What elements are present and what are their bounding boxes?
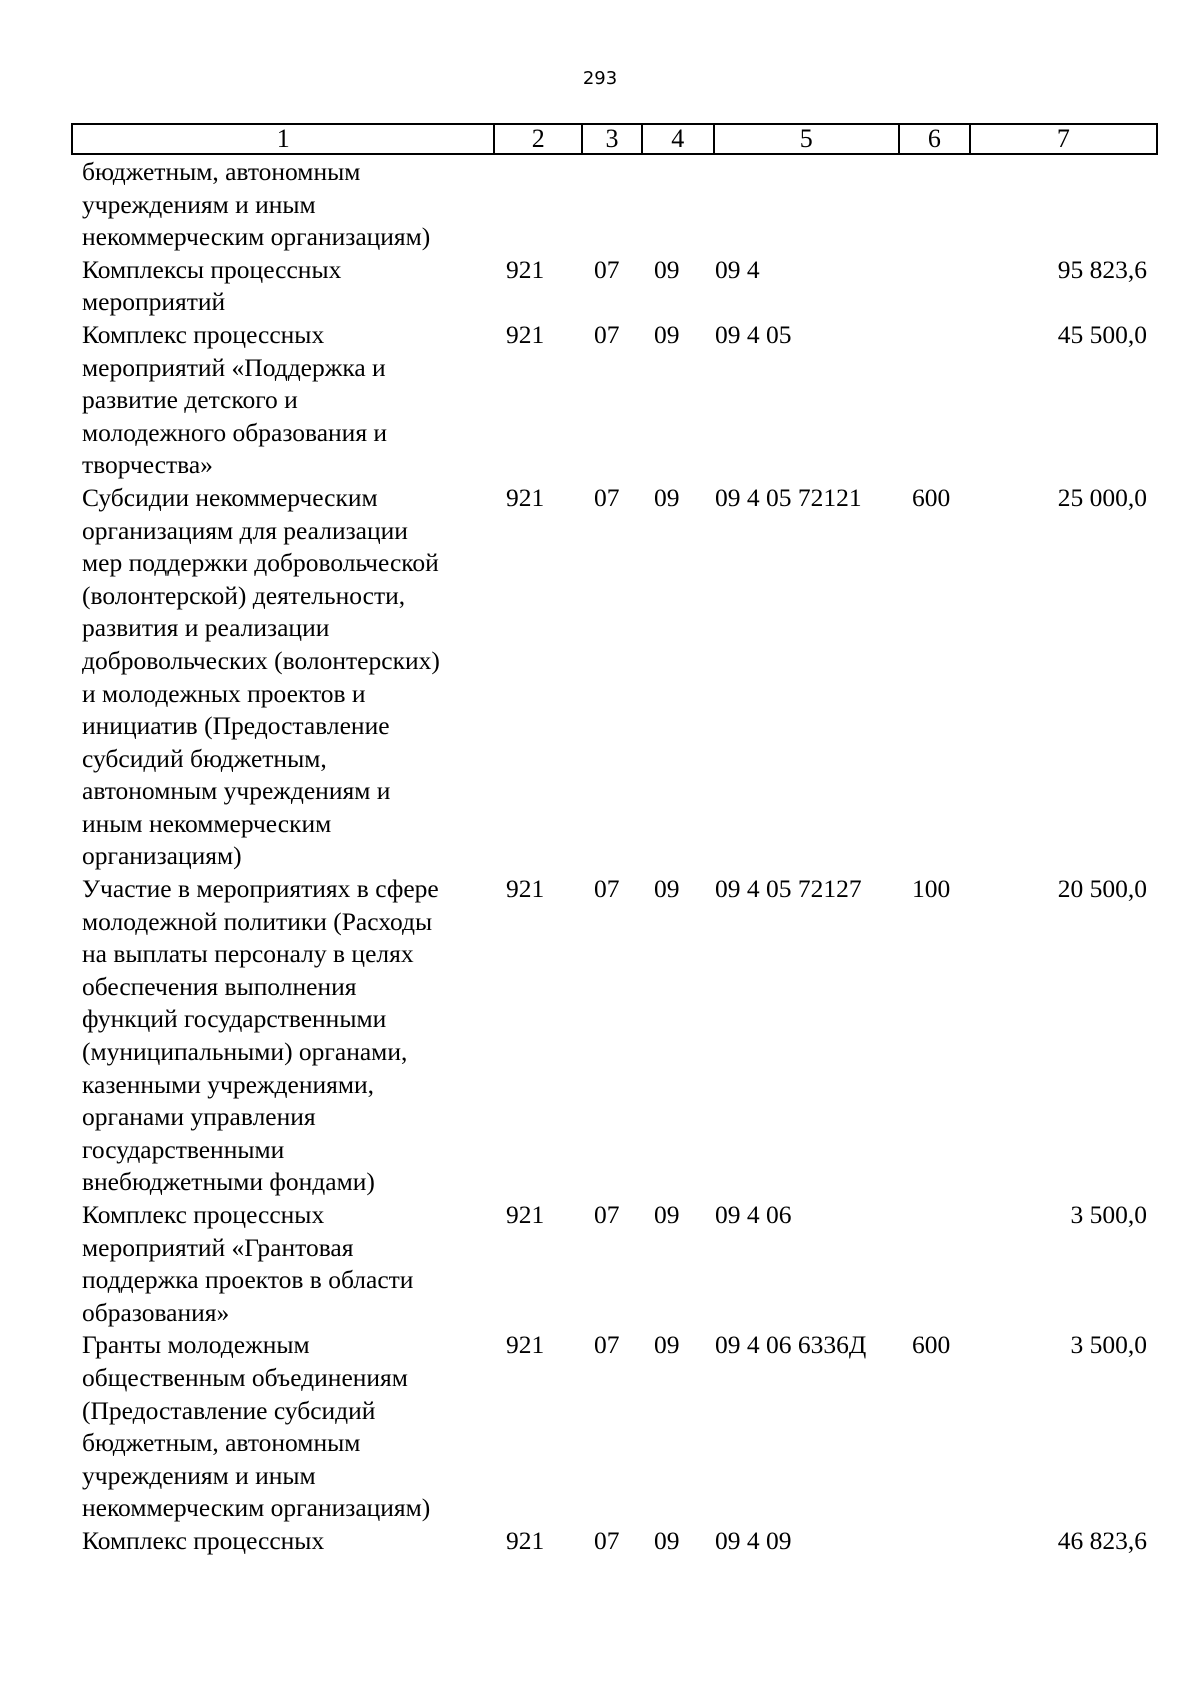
description-line: казенными учреждениями, — [82, 1069, 375, 1099]
header-col-5: 5 — [715, 125, 900, 153]
row-target-article: 09 4 05 72127 — [715, 874, 862, 904]
description-line: (волонтерской) деятельности, — [82, 580, 406, 610]
description-line: развитие детского и — [82, 385, 298, 415]
header-col-4: 4 — [643, 125, 715, 153]
description-line: творчества» — [82, 450, 213, 480]
description-line: субсидий бюджетным, — [82, 743, 327, 773]
description-line: организациям) — [82, 841, 242, 871]
table-row — [0, 156, 1200, 254]
row-subsection: 09 — [654, 874, 680, 904]
row-description — [82, 873, 482, 1199]
row-target-article: 09 4 — [715, 254, 760, 284]
description-line: государственными — [82, 1134, 285, 1164]
description-line: развития и реализации — [82, 613, 330, 643]
description-line: функций государственными — [82, 1004, 387, 1034]
description-line: Комплекс процессных — [82, 1525, 325, 1555]
description-line: иным некоммерческим — [82, 808, 332, 838]
row-amount: 46 823,6 — [1057, 1525, 1147, 1555]
row-subsection: 09 — [654, 1200, 680, 1229]
description-line: мероприятий «Грантовая — [82, 1232, 354, 1262]
description-line: обеспечения выполнения — [82, 971, 357, 1001]
table-row — [0, 319, 1200, 482]
row-subsection: 09 — [654, 482, 680, 512]
header-col-6: 6 — [900, 125, 971, 153]
row-section: 07 — [594, 1330, 620, 1360]
row-amount: 95 823,6 — [1057, 254, 1147, 284]
row-section: 07 — [594, 482, 620, 512]
table-row — [0, 873, 1200, 1199]
table-header — [71, 123, 1158, 155]
page-number: 293 — [582, 68, 618, 89]
description-line: поддержка проектов в области — [82, 1265, 414, 1295]
row-description — [82, 482, 482, 873]
row-expense-type: 100 — [912, 874, 951, 904]
description-line: внебюджетными фондами) — [82, 1167, 375, 1197]
table-row — [0, 1525, 1200, 1558]
description-line: мероприятий «Поддержка и — [82, 352, 386, 382]
row-subsection: 09 — [654, 254, 680, 284]
row-admin-code: 921 — [506, 1525, 545, 1555]
header-col-7: 7 — [1056, 124, 1070, 153]
row-amount: 3 500,0 — [1070, 1330, 1147, 1360]
row-expense-type: 600 — [912, 1330, 951, 1360]
row-target-article: 09 4 06 6336Д — [715, 1330, 867, 1360]
row-admin-code: 921 — [506, 1200, 545, 1229]
description-line: Участие в мероприятиях в сфере — [82, 874, 439, 904]
row-target-article: 09 4 05 72121 — [715, 482, 862, 512]
row-admin-code: 921 — [506, 319, 545, 349]
table-row — [0, 254, 1200, 319]
row-target-article: 09 4 05 — [715, 319, 792, 349]
row-section: 07 — [594, 1525, 620, 1555]
row-target-article: 09 4 09 — [715, 1525, 792, 1555]
row-subsection: 09 — [654, 1525, 680, 1555]
row-admin-code: 921 — [506, 482, 545, 512]
row-section: 07 — [594, 254, 620, 284]
description-line: Комплексы процессных — [82, 254, 342, 284]
description-line: бюджетным, автономным — [82, 157, 361, 186]
row-description — [82, 254, 482, 319]
description-line: организациям для реализации — [82, 515, 408, 545]
description-line: мер поддержки добровольческой — [82, 548, 439, 578]
description-line: молодежного образования и — [82, 417, 388, 447]
table-row — [0, 482, 1200, 873]
description-line: (муниципальными) органами, — [82, 1037, 408, 1067]
description-line: Гранты молодежным — [82, 1330, 310, 1360]
row-description — [82, 319, 482, 482]
row-section: 07 — [594, 874, 620, 904]
description-line: (Предоставление субсидий — [82, 1395, 376, 1425]
description-line: добровольческих (волонтерских) — [82, 645, 440, 675]
description-line: бюджетным, автономным — [82, 1428, 361, 1458]
row-target-article: 09 4 06 — [715, 1200, 792, 1229]
header-col-2: 2 — [495, 125, 583, 153]
row-admin-code: 921 — [506, 1330, 545, 1360]
description-line: учреждениям и иным — [82, 189, 316, 219]
row-admin-code: 921 — [506, 254, 545, 284]
description-line: и молодежных проектов и — [82, 678, 366, 708]
row-amount: 25 000,0 — [1057, 482, 1147, 512]
description-line: учреждениям и иным — [82, 1460, 316, 1490]
row-subsection: 09 — [654, 1330, 680, 1360]
table-body — [0, 156, 1200, 1558]
row-description — [82, 1199, 482, 1329]
row-description — [82, 156, 482, 254]
description-line: мероприятий — [82, 287, 226, 317]
description-line: Комплекс процессных — [82, 319, 325, 349]
description-line: некоммерческим организациям) — [82, 1493, 431, 1523]
row-section: 07 — [594, 319, 620, 349]
description-line: инициатив (Предоставление — [82, 711, 390, 741]
row-expense-type: 600 — [912, 482, 951, 512]
description-line: образования» — [82, 1297, 230, 1327]
description-line: молодежной политики (Расходы — [82, 906, 433, 936]
description-line: Комплекс процессных — [82, 1200, 325, 1229]
header-col-1: 1 — [73, 125, 495, 153]
description-line: общественным объединениям — [82, 1362, 408, 1392]
row-amount: 45 500,0 — [1057, 319, 1147, 349]
table-row — [0, 1329, 1200, 1525]
description-line: автономным учреждениям и — [82, 776, 391, 806]
table-row — [0, 1199, 1200, 1329]
row-amount: 20 500,0 — [1057, 874, 1147, 904]
description-line: органами управления — [82, 1102, 316, 1132]
row-amount: 3 500,0 — [1070, 1200, 1147, 1229]
row-subsection: 09 — [654, 319, 680, 349]
description-line: на выплаты персоналу в целях — [82, 939, 414, 969]
row-description — [82, 1525, 482, 1558]
header-col-3: 3 — [583, 125, 643, 153]
description-line: некоммерческим организациям) — [82, 222, 431, 252]
row-section: 07 — [594, 1200, 620, 1229]
row-admin-code: 921 — [506, 874, 545, 904]
row-description — [82, 1329, 482, 1525]
description-line: Субсидии некоммерческим — [82, 482, 378, 512]
